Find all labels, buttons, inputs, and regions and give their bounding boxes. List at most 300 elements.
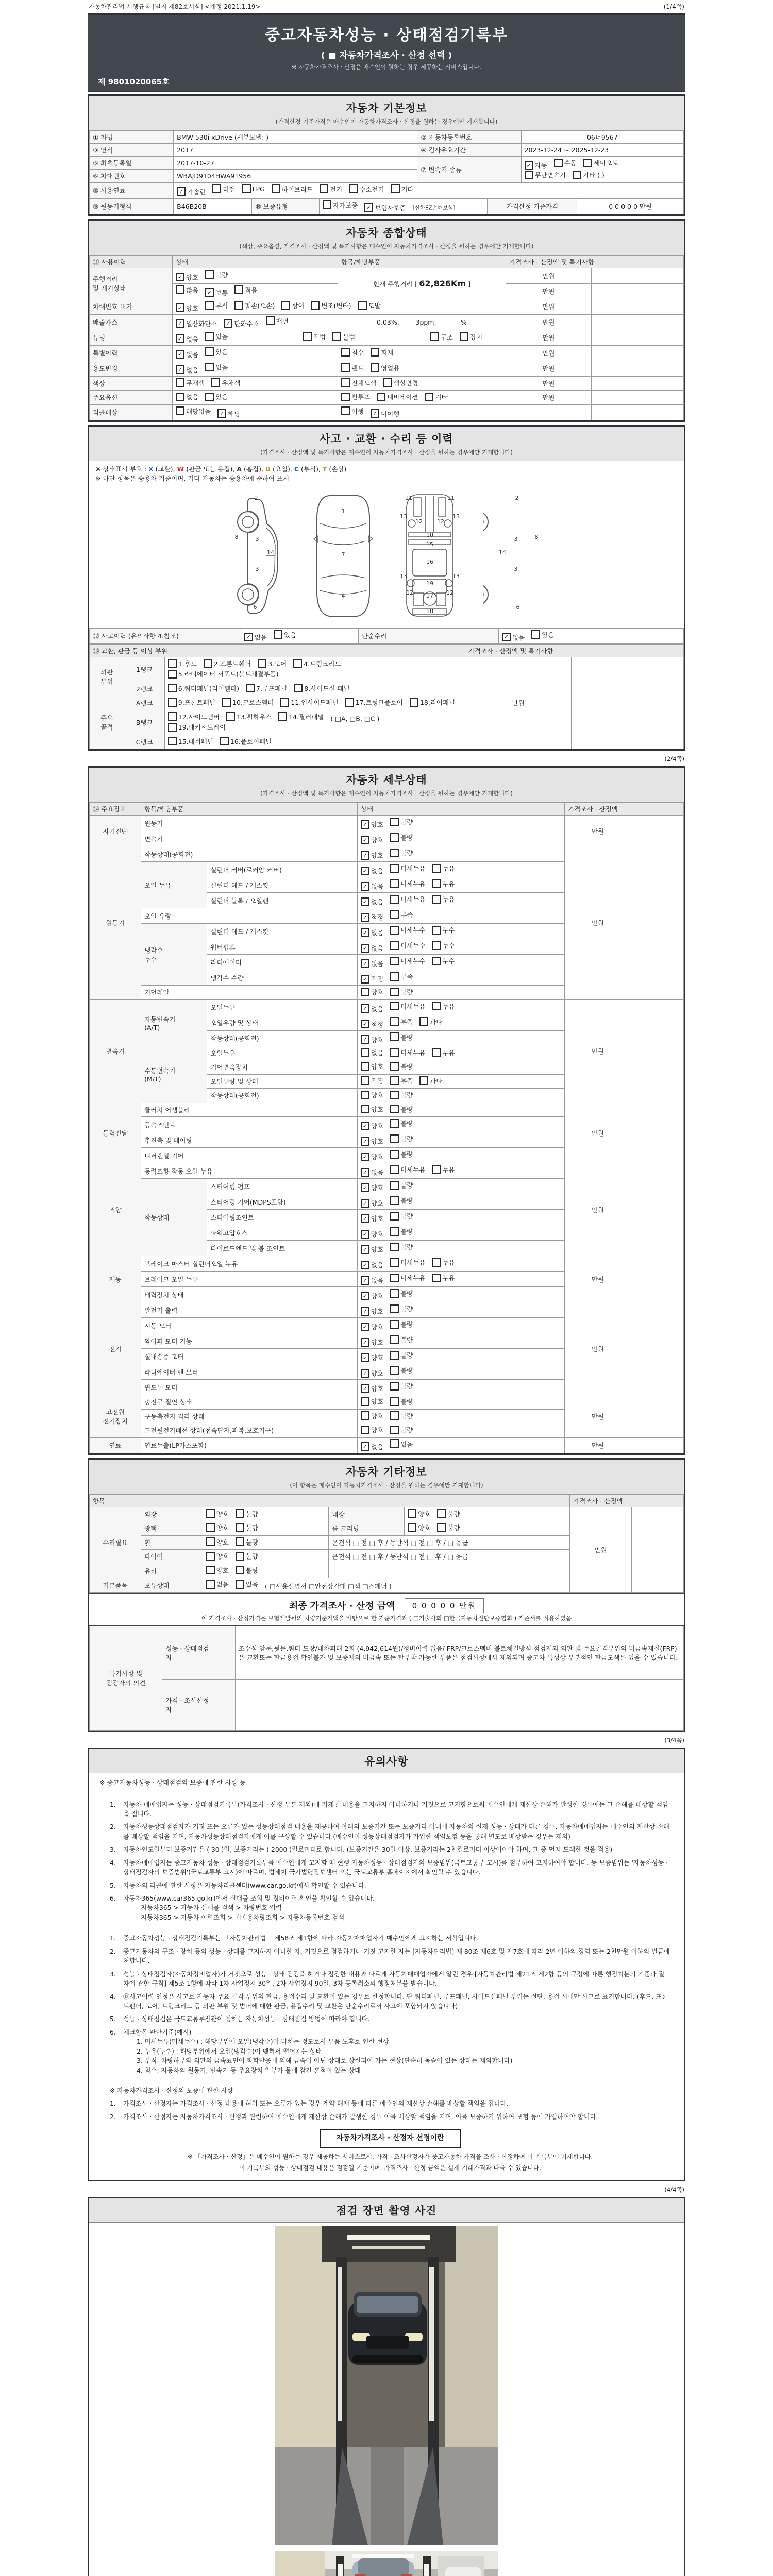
checkbox-양호[interactable] (361, 1353, 383, 1362)
checkbox-box[interactable] (361, 1076, 369, 1085)
checkbox-불량[interactable] (390, 1032, 413, 1042)
checkbox-미세누유[interactable] (390, 1048, 425, 1057)
checkbox-적정[interactable] (361, 974, 383, 984)
checkbox-box[interactable]: ✓ (361, 928, 369, 937)
checkbox-화재[interactable] (371, 348, 393, 357)
checkbox-box[interactable]: ✓ (361, 1035, 369, 1044)
checkbox-box[interactable] (390, 1439, 399, 1448)
checkbox-없음[interactable] (361, 959, 383, 968)
checkbox-box[interactable] (390, 818, 399, 826)
checkbox-7.루프패널[interactable] (246, 684, 287, 693)
checkbox-누유[interactable] (432, 879, 455, 888)
checkbox-양호[interactable] (361, 1121, 383, 1130)
checkbox-있음[interactable] (390, 1439, 413, 1449)
checkbox-box[interactable]: ✓ (177, 187, 186, 196)
checkbox-box[interactable] (205, 332, 214, 341)
checkbox-box[interactable]: ✓ (176, 350, 184, 359)
checkbox-box[interactable] (206, 1580, 215, 1589)
checkbox-box[interactable] (206, 1552, 215, 1561)
checkbox-box[interactable] (425, 393, 433, 401)
checkbox-14.필러패널[interactable] (278, 712, 324, 721)
checkbox-box[interactable] (280, 698, 289, 707)
checkbox-불량[interactable] (390, 1227, 413, 1236)
checkbox-box[interactable] (432, 1274, 441, 1282)
checkbox-양호[interactable] (361, 1307, 383, 1316)
checkbox-box[interactable]: ✓ (361, 1122, 369, 1130)
checkbox-없음[interactable] (361, 1442, 383, 1451)
checkbox-box[interactable] (390, 1062, 399, 1071)
checkbox-box[interactable] (168, 723, 177, 732)
checkbox-적음[interactable] (234, 285, 257, 295)
checkbox-미세누유[interactable] (390, 879, 425, 888)
checkbox-11.인사이드패널[interactable] (280, 698, 338, 707)
checkbox-box[interactable] (437, 1509, 446, 1518)
checkbox-양호[interactable] (206, 1509, 229, 1518)
checkbox-12.사이드멤버[interactable] (168, 712, 220, 721)
checkbox-과다[interactable] (419, 1076, 442, 1086)
checkbox-box[interactable] (390, 1165, 399, 1174)
checkbox-box[interactable] (361, 1105, 369, 1113)
checkbox-box[interactable] (226, 712, 235, 721)
checkbox-불량[interactable] (390, 1425, 413, 1434)
checkbox-누유[interactable] (432, 1165, 455, 1174)
checkbox-적정[interactable] (361, 912, 383, 922)
checkbox-양호[interactable] (361, 1322, 383, 1331)
checkbox-box[interactable]: ✓ (371, 409, 379, 418)
checkbox-양호[interactable] (206, 1537, 229, 1547)
checkbox-과다[interactable] (419, 1017, 442, 1026)
checkbox-box[interactable] (234, 285, 243, 294)
checkbox-세미오토[interactable] (583, 158, 618, 167)
checkbox-box[interactable] (390, 1150, 399, 1159)
checkbox-box[interactable] (390, 1411, 399, 1420)
checkbox-불량[interactable] (390, 817, 413, 826)
checkbox-box[interactable] (205, 347, 214, 356)
checkbox-침수[interactable] (341, 348, 364, 357)
checkbox-없음[interactable] (176, 350, 198, 359)
checkbox-box[interactable] (168, 698, 177, 707)
checkbox-box[interactable] (371, 348, 379, 357)
checkbox-box[interactable] (432, 926, 441, 935)
checkbox-box[interactable]: ✓ (176, 273, 184, 281)
checkbox-box[interactable] (390, 1397, 399, 1406)
checkbox-불량[interactable] (390, 1304, 413, 1313)
checkbox-box[interactable] (390, 1091, 399, 1099)
checkbox-box[interactable] (345, 698, 354, 707)
checkbox-보험사보증[interactable] (364, 203, 406, 212)
checkbox-box[interactable] (341, 406, 350, 415)
checkbox-유채색[interactable] (211, 378, 240, 387)
checkbox-box[interactable]: ✓ (361, 882, 369, 891)
checkbox-없음[interactable] (361, 866, 383, 875)
checkbox-3.도어[interactable] (258, 659, 287, 668)
checkbox-썬루프[interactable] (341, 392, 370, 401)
checkbox-누유[interactable] (432, 1273, 455, 1282)
checkbox-미세누수[interactable] (390, 941, 425, 950)
checkbox-box[interactable]: ✓ (361, 1369, 369, 1378)
checkbox-box[interactable] (236, 1537, 244, 1546)
checkbox-없음[interactable] (244, 633, 267, 642)
checkbox-부족[interactable] (390, 1076, 413, 1086)
checkbox-미세누유[interactable] (390, 863, 425, 873)
checkbox-box[interactable]: ✓ (361, 1353, 369, 1362)
checkbox-불량[interactable] (390, 1090, 413, 1099)
checkbox-미세누수[interactable] (390, 925, 425, 935)
checkbox-누유[interactable] (432, 863, 455, 873)
checkbox-적법[interactable] (303, 332, 326, 342)
checkbox-없음[interactable] (361, 1167, 383, 1177)
checkbox-적정[interactable] (361, 1020, 383, 1029)
checkbox-box[interactable] (408, 1509, 416, 1518)
checkbox-box[interactable] (361, 1397, 369, 1406)
checkbox-불량[interactable] (437, 1523, 460, 1532)
checkbox-미세누유[interactable] (390, 1165, 425, 1174)
checkbox-변조(변타)[interactable] (311, 301, 351, 310)
checkbox-box[interactable]: ✓ (361, 1276, 369, 1285)
checkbox-box[interactable] (176, 378, 184, 387)
checkbox-box[interactable]: ✓ (176, 365, 184, 374)
checkbox-box[interactable]: ✓ (361, 1168, 369, 1177)
checkbox-box[interactable] (390, 1048, 399, 1057)
checkbox-box[interactable]: ✓ (361, 1307, 369, 1316)
checkbox-box[interactable] (390, 972, 399, 981)
checkbox-수소전기[interactable] (349, 184, 384, 194)
checkbox-17.트렁크플로어[interactable] (345, 698, 403, 707)
checkbox-box[interactable] (573, 171, 581, 179)
checkbox-불량[interactable] (236, 1537, 258, 1547)
checkbox-양호[interactable] (361, 1384, 383, 1393)
checkbox-box[interactable] (236, 1523, 244, 1532)
checkbox-있음[interactable] (274, 630, 296, 639)
checkbox-box[interactable] (531, 630, 540, 639)
checkbox-box[interactable]: ✓ (361, 1153, 369, 1161)
checkbox-box[interactable] (390, 1366, 399, 1375)
checkbox-box[interactable] (390, 910, 399, 919)
checkbox-불량[interactable] (236, 1566, 258, 1575)
checkbox-없음[interactable] (361, 1260, 383, 1269)
checkbox-box[interactable] (410, 698, 418, 707)
checkbox-18.리어패널[interactable] (410, 698, 455, 707)
checkbox-box[interactable] (274, 630, 282, 639)
checkbox-box[interactable] (242, 184, 251, 193)
checkbox-4.트렁크리드[interactable] (293, 659, 341, 668)
checkbox-불량[interactable] (390, 1196, 413, 1205)
checkbox-양호[interactable] (361, 1397, 383, 1406)
checkbox-보통[interactable] (205, 288, 228, 297)
checkbox-부족[interactable] (390, 1017, 413, 1026)
checkbox-없음[interactable] (502, 633, 525, 642)
checkbox-box[interactable] (419, 1076, 428, 1085)
checkbox-box[interactable] (390, 1002, 399, 1010)
checkbox-box[interactable] (377, 393, 385, 401)
checkbox-box[interactable]: ✓ (176, 303, 184, 312)
checkbox-box[interactable] (390, 1227, 399, 1236)
checkbox-box[interactable] (525, 171, 533, 179)
checkbox-미세누유[interactable] (390, 894, 425, 904)
checkbox-무채색[interactable] (176, 378, 205, 387)
checkbox-box[interactable] (390, 1076, 399, 1085)
checkbox-가솔린[interactable] (177, 187, 206, 196)
checkbox-box[interactable] (168, 684, 177, 692)
checkbox-양호[interactable] (361, 1214, 383, 1223)
checkbox-box[interactable] (460, 332, 468, 341)
checkbox-누유[interactable] (432, 894, 455, 904)
checkbox-box[interactable] (390, 1382, 399, 1391)
checkbox-LPG[interactable] (242, 184, 265, 193)
checkbox-box[interactable]: ✓ (361, 820, 369, 829)
checkbox-box[interactable] (168, 670, 177, 679)
checkbox-부식[interactable] (205, 301, 228, 310)
checkbox-box[interactable]: ✓ (361, 897, 369, 906)
checkbox-box[interactable] (390, 988, 399, 996)
checkbox-box[interactable] (294, 684, 303, 692)
checkbox-양호[interactable] (361, 1291, 383, 1300)
checkbox-불량[interactable] (390, 1411, 413, 1420)
checkbox-부족[interactable] (390, 910, 413, 919)
checkbox-box[interactable]: ✓ (361, 1338, 369, 1347)
checkbox-box[interactable] (390, 1335, 399, 1344)
checkbox-box[interactable]: ✓ (176, 319, 184, 328)
checkbox-box[interactable]: ✓ (361, 1199, 369, 1208)
checkbox-box[interactable] (432, 1165, 441, 1174)
checkbox-box[interactable] (361, 1091, 369, 1099)
checkbox-전기[interactable] (320, 184, 342, 194)
checkbox-box[interactable] (205, 301, 214, 310)
checkbox-없음[interactable] (361, 882, 383, 891)
checkbox-box[interactable] (371, 363, 379, 372)
checkbox-box[interactable]: ✓ (361, 1442, 369, 1451)
checkbox-box[interactable] (390, 1181, 399, 1190)
checkbox-양호[interactable] (408, 1509, 430, 1518)
checkbox-box[interactable] (361, 988, 369, 996)
checkbox-8.사이드실 패널[interactable] (294, 684, 349, 693)
checkbox-box[interactable] (390, 1320, 399, 1329)
checkbox-box[interactable]: ✓ (361, 1004, 369, 1013)
checkbox-box[interactable]: ✓ (361, 1183, 369, 1192)
checkbox-box[interactable]: ✓ (224, 319, 232, 328)
checkbox-구조[interactable] (430, 332, 453, 342)
checkbox-box[interactable]: ✓ (361, 913, 369, 922)
checkbox-box[interactable] (212, 184, 221, 193)
checkbox-불량[interactable] (390, 833, 413, 842)
checkbox-불량[interactable] (390, 1242, 413, 1251)
checkbox-양호[interactable] (408, 1523, 430, 1532)
checkbox-누유[interactable] (432, 1258, 455, 1267)
checkbox-없음[interactable] (361, 928, 383, 937)
checkbox-미이행[interactable] (371, 409, 399, 418)
checkbox-box[interactable] (390, 895, 399, 904)
checkbox-미세누유[interactable] (390, 1273, 425, 1282)
checkbox-불량[interactable] (236, 1509, 258, 1518)
checkbox-없음[interactable] (176, 334, 198, 344)
checkbox-box[interactable]: ✓ (502, 633, 511, 641)
checkbox-없음[interactable] (176, 365, 198, 375)
checkbox-box[interactable]: ✓ (361, 1020, 369, 1028)
checkbox-box[interactable] (390, 1119, 399, 1128)
checkbox-불량[interactable] (236, 1523, 258, 1532)
checkbox-box[interactable] (206, 1509, 215, 1518)
checkbox-하이브리드[interactable] (272, 184, 313, 194)
checkbox-box[interactable] (390, 1258, 399, 1267)
checkbox-box[interactable]: ✓ (525, 161, 533, 170)
checkbox-2.프론트휀더[interactable] (204, 659, 251, 668)
checkbox-box[interactable] (361, 1062, 369, 1071)
checkbox-box[interactable] (205, 363, 214, 371)
checkbox-box[interactable]: ✓ (361, 836, 369, 844)
checkbox-미세누유[interactable] (390, 1258, 425, 1267)
checkbox-양호[interactable] (361, 1062, 383, 1071)
checkbox-불량[interactable] (390, 1118, 413, 1128)
checkbox-box[interactable] (390, 849, 399, 857)
checkbox-box[interactable] (349, 184, 358, 193)
checkbox-불량[interactable] (390, 987, 413, 996)
checkbox-불량[interactable] (390, 1397, 413, 1406)
checkbox-부족[interactable] (390, 972, 413, 981)
checkbox-box[interactable] (236, 1509, 244, 1518)
checkbox-box[interactable] (320, 184, 328, 193)
checkbox-box[interactable]: ✓ (361, 867, 369, 875)
checkbox-불량[interactable] (390, 848, 413, 857)
checkbox-box[interactable] (206, 1566, 215, 1574)
checkbox-box[interactable] (390, 879, 399, 888)
checkbox-box[interactable] (432, 895, 441, 904)
checkbox-이행[interactable] (341, 406, 364, 416)
checkbox-기타[interactable] (425, 392, 447, 401)
checkbox-box[interactable] (361, 1411, 369, 1420)
checkbox-불량[interactable] (390, 1350, 413, 1360)
checkbox-15.대쉬패널[interactable] (168, 737, 213, 746)
checkbox-box[interactable] (390, 926, 399, 935)
checkbox-불량[interactable] (390, 1381, 413, 1391)
checkbox-양호[interactable] (361, 1425, 383, 1434)
checkbox-양호[interactable] (206, 1566, 229, 1575)
checkbox-box[interactable] (341, 378, 350, 387)
checkbox-box[interactable] (266, 316, 275, 325)
checkbox-양호[interactable] (361, 1090, 383, 1099)
checkbox-1.후드[interactable] (168, 659, 197, 668)
checkbox-box[interactable] (168, 659, 177, 668)
checkbox-box[interactable]: ✓ (364, 203, 373, 212)
checkbox-box[interactable]: ✓ (361, 1230, 369, 1239)
checkbox-box[interactable] (437, 1523, 446, 1532)
checkbox-있음[interactable] (236, 1580, 258, 1589)
checkbox-box[interactable]: ✓ (217, 409, 226, 418)
checkbox-매연[interactable] (266, 316, 289, 326)
checkbox-box[interactable] (390, 833, 399, 842)
checkbox-불량[interactable] (390, 1319, 413, 1329)
checkbox-없음[interactable] (361, 1004, 383, 1013)
checkbox-양호[interactable] (361, 1229, 383, 1239)
checkbox-box[interactable]: ✓ (361, 1292, 369, 1300)
checkbox-불량[interactable] (390, 1211, 413, 1221)
checkbox-box[interactable] (554, 159, 563, 167)
checkbox-box[interactable]: ✓ (361, 1261, 369, 1269)
checkbox-상이[interactable] (281, 301, 304, 310)
checkbox-box[interactable] (281, 301, 290, 310)
checkbox-불량[interactable] (390, 1180, 413, 1190)
checkbox-box[interactable] (390, 1289, 399, 1298)
checkbox-기타[interactable] (391, 184, 414, 194)
checkbox-box[interactable] (303, 332, 312, 341)
checkbox-box[interactable] (234, 301, 243, 310)
checkbox-기타 ( )[interactable] (573, 170, 604, 179)
checkbox-9.프론트패널[interactable] (168, 698, 215, 707)
checkbox-있음[interactable] (205, 392, 228, 401)
checkbox-있음[interactable] (531, 630, 554, 639)
checkbox-미세누수[interactable] (390, 956, 425, 965)
checkbox-box[interactable]: ✓ (361, 1245, 369, 1254)
checkbox-있음[interactable] (205, 363, 228, 372)
checkbox-box[interactable] (390, 941, 399, 950)
checkbox-box[interactable] (432, 941, 441, 950)
checkbox-누수[interactable] (432, 956, 455, 965)
checkbox-불량[interactable] (390, 1134, 413, 1143)
checkbox-box[interactable] (432, 864, 441, 873)
checkbox-없음[interactable] (206, 1580, 229, 1589)
checkbox-수동[interactable] (554, 158, 577, 167)
checkbox-box[interactable]: ✓ (176, 334, 184, 343)
checkbox-box[interactable] (220, 737, 229, 745)
checkbox-불량[interactable] (205, 270, 228, 279)
checkbox-box[interactable]: ✓ (205, 288, 214, 297)
checkbox-box[interactable] (176, 285, 184, 294)
checkbox-탄화수소[interactable] (224, 319, 259, 328)
checkbox-box[interactable] (168, 737, 177, 745)
checkbox-자가보증[interactable] (323, 200, 358, 210)
checkbox-누유[interactable] (432, 1048, 455, 1057)
checkbox-box[interactable] (390, 1243, 399, 1251)
checkbox-box[interactable] (278, 712, 287, 721)
checkbox-누수[interactable] (432, 941, 455, 950)
checkbox-있음[interactable] (205, 332, 228, 341)
checkbox-box[interactable] (246, 684, 255, 692)
checkbox-불량[interactable] (390, 1289, 413, 1298)
checkbox-없음[interactable] (176, 392, 198, 401)
checkbox-box[interactable] (390, 957, 399, 965)
checkbox-16.플로어패널[interactable] (220, 737, 272, 746)
checkbox-box[interactable] (176, 406, 184, 415)
checkbox-box[interactable] (236, 1566, 244, 1574)
checkbox-box[interactable] (432, 1002, 441, 1010)
checkbox-자동[interactable] (525, 161, 547, 170)
checkbox-box[interactable] (390, 1426, 399, 1434)
checkbox-양호[interactable] (361, 1105, 383, 1114)
checkbox-일산화탄소[interactable] (176, 319, 217, 328)
checkbox-불량[interactable] (390, 1149, 413, 1159)
checkbox-양호[interactable] (176, 303, 198, 313)
checkbox-영업용[interactable] (371, 363, 399, 372)
checkbox-적정[interactable] (361, 1076, 383, 1086)
checkbox-누수[interactable] (432, 925, 455, 935)
checkbox-해당없음[interactable] (176, 406, 211, 416)
checkbox-네비게이션[interactable] (377, 392, 418, 401)
checkbox-box[interactable] (390, 1212, 399, 1221)
checkbox-box[interactable] (272, 184, 280, 193)
checkbox-box[interactable] (236, 1580, 244, 1589)
checkbox-box[interactable] (432, 879, 441, 888)
checkbox-없음[interactable] (361, 1048, 383, 1057)
checkbox-10.크로스멤버[interactable] (222, 698, 274, 707)
checkbox-양호[interactable] (361, 1198, 383, 1208)
checkbox-box[interactable] (390, 1304, 399, 1313)
checkbox-6.쿼터패널(리어휀다)[interactable] (168, 684, 239, 693)
checkbox-box[interactable] (390, 1017, 399, 1026)
checkbox-box[interactable] (258, 659, 266, 668)
checkbox-양호[interactable] (361, 820, 383, 829)
checkbox-box[interactable] (432, 1048, 441, 1057)
checkbox-해당[interactable] (217, 409, 240, 418)
checkbox-불량[interactable] (390, 1335, 413, 1344)
